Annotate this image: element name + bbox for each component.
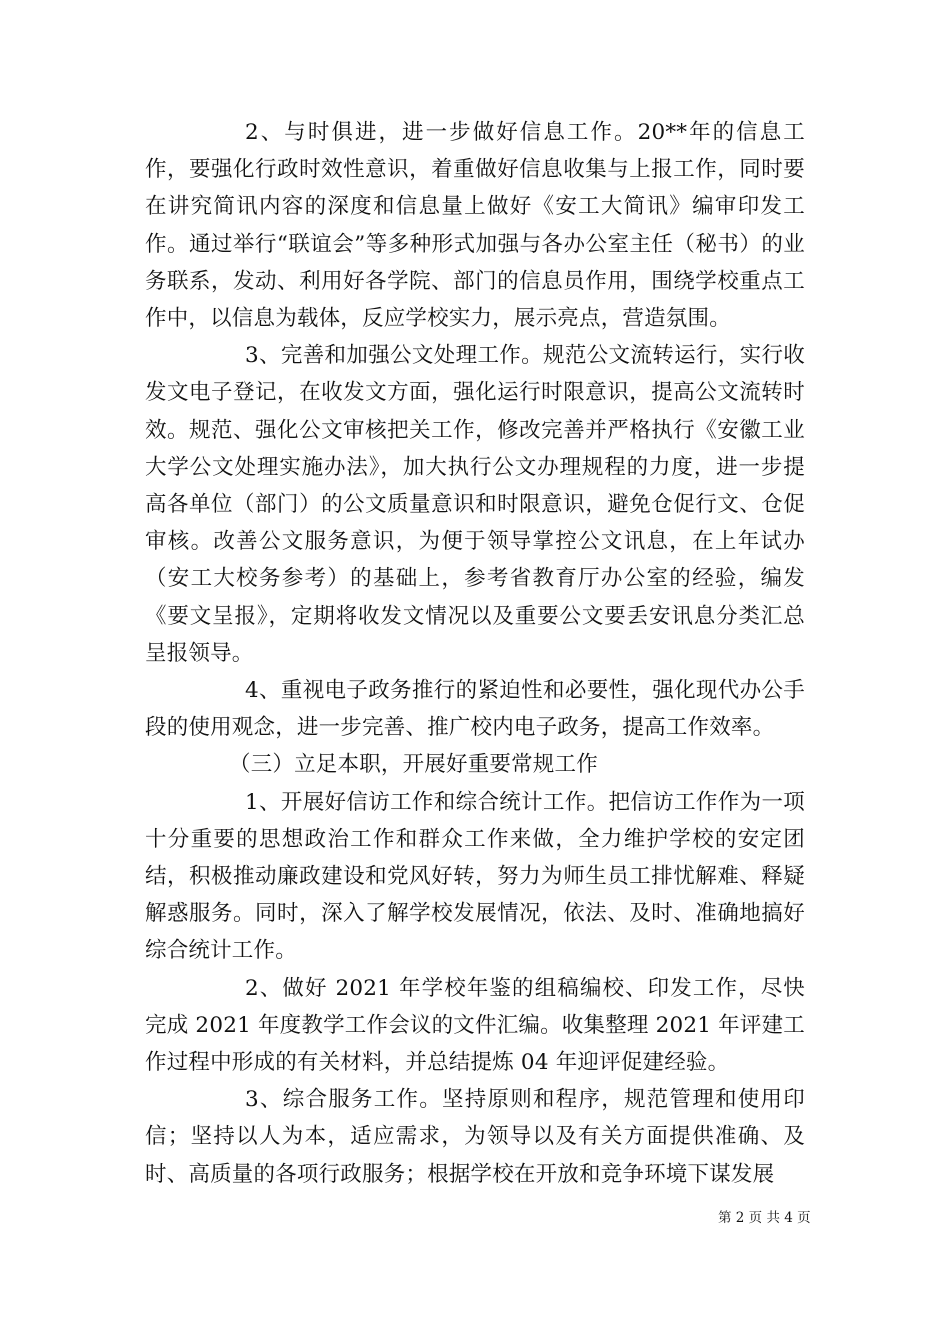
page-number: 第 2 页 共 4 页 (718, 1210, 811, 1226)
paragraph-information-work: 2、与时俱进，进一步做好信息工作。20**年的信息工作，要强化行政时效性意识，着重做好信息收集与上报工作，同时要在讲究简讯内容的深度和信息量上做好《安工大简讯》编审印发工作。通过举行“联谊会”等多种形式加强与各办公室主任（秘书）的业务联系，发动、利用好各学院、部门的信息员作用，围绕学校重点工作中，以信息为载体，反应学校实力，展示亮点，营造氛围。 (145, 120, 805, 332)
paragraph-e-government: 4、重视电子政务推行的紧迫性和必要性，强化现代办公手段的使用观念，进一步完善、推广校内电子政务，提高工作效率。 (145, 678, 805, 741)
section-heading: （三）立足本职，开展好重要常规工作 (229, 752, 598, 778)
paragraph-general-service: 3、综合服务工作。坚持原则和程序，规范管理和使用印信；坚持以人为本，适应需求，为领导以及有关方面提供准确、及时、高质量的各项行政服务；根据学校在开放和竞争环境下谋发展 (145, 1087, 805, 1187)
paragraph-document-processing: 3、完善和加强公文处理工作。规范公文流转运行，实行收发文电子登记，在收发文方面，强化运行时限意识，提高公文流转时效。规范、强化公文审核把关工作，修改完善并严格执行《安徽工业大学公文处理实施办法》，加大执行公文办理规程的力度，进一步提高各单位（部门）的公文质量意识和时限意识，避免仓促行文、仓促审核。改善公文服务意识，为便于领导掌控公文讯息，在上年试办（安工大校务参考）的基础上，参考省教育厅办公室的经验，编发《要文呈报》，定期将收发文情况以及重要公文要丢安讯息分类汇总呈报领导。 (145, 343, 805, 666)
document-body (145, 114, 805, 1193)
paragraph-petition-statistics: 1、开展好信访工作和综合统计工作。把信访工作作为一项十分重要的思想政治工作和群众工作来做，全力维护学校的安定团结，积极推动廉政建设和党风好转，努力为师生员工排忧解难、释疑解惑服务。同时，深入了解学校发展情况，依法、及时、准确地搞好综合统计工作。 (145, 789, 805, 964)
paragraph-yearbook: 2、做好 2021 年学校年鉴的组稿编校、印发工作，尽快完成 2021 年度教学工作会议的文件汇编。收集整理 2021 年评建工作过程中形成的有关材料，并总结提炼 04 年迎评促建经验。 (145, 975, 805, 1076)
